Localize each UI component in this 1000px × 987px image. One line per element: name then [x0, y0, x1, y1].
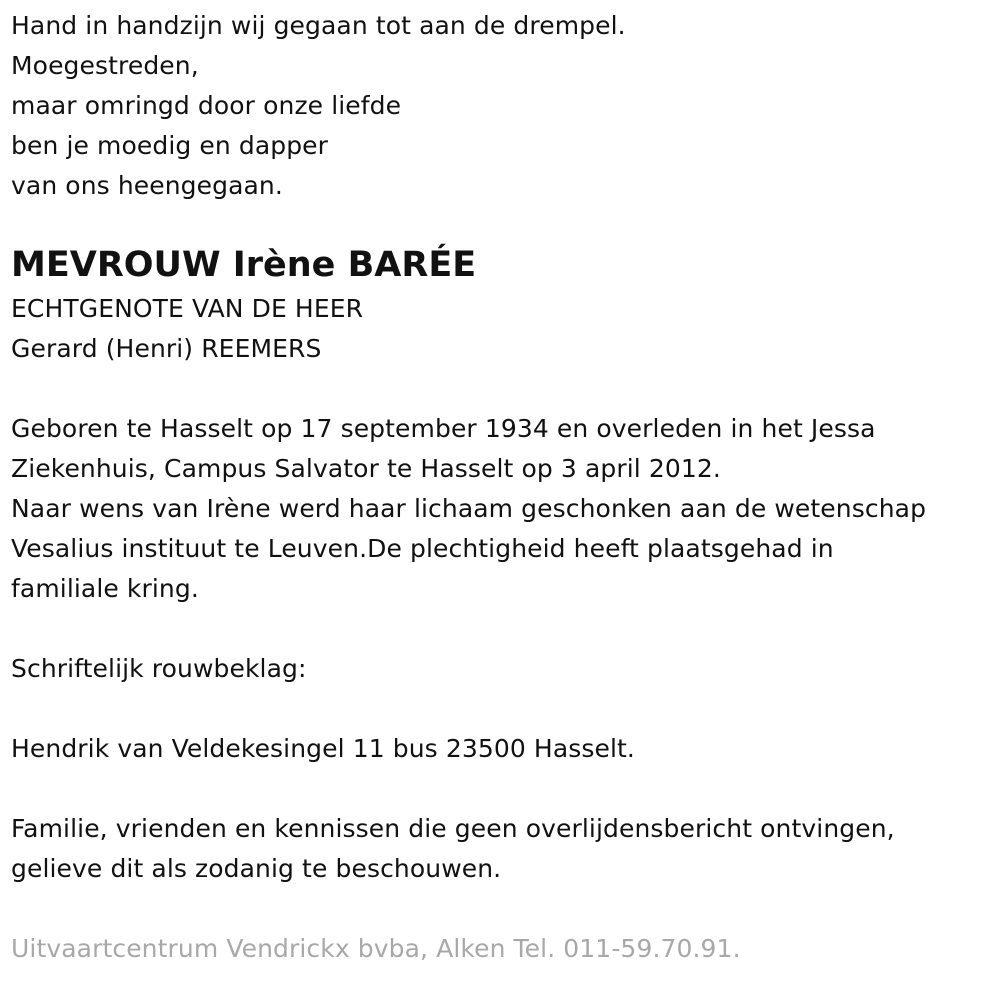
poem-line: Hand in handzijn wij gegaan tot aan de drempel. — [11, 11, 626, 40]
details-line: Vesalius instituut te Leuven.De plechtigheid heeft plaatsgehad in — [11, 534, 834, 563]
condolence-section — [11, 649, 991, 689]
poem-line: Moegestreden, — [11, 51, 199, 80]
details-line: Ziekenhuis, Campus Salvator te Hasselt op 3 april 2012. — [11, 454, 721, 483]
details-line: Geboren te Hasselt op 17 september 1934 en overleden in het Jessa — [11, 414, 876, 443]
condolence-label: Schriftelijk rouwbeklag: — [11, 654, 307, 683]
footer-section — [11, 929, 991, 969]
details-line: Naar wens van Irène werd haar lichaam geschonken aan de wetenschap — [11, 494, 927, 523]
poem-line: maar omringd door onze liefde — [11, 91, 402, 120]
spouse-name: Gerard (Henri) REEMERS — [11, 334, 322, 363]
deceased-name: MEVROUW Irène BARÉE — [11, 245, 477, 285]
poem-line: van ons heengegaan. — [11, 171, 283, 200]
poem-line: ben je moedig en dapper — [11, 131, 329, 160]
condolence-address-section — [11, 729, 991, 769]
obituary-notice — [11, 6, 991, 969]
notice-line: gelieve dit als zodanig te beschouwen. — [11, 854, 502, 883]
details-paragraph — [11, 409, 991, 609]
details-line: familiale kring. — [11, 574, 199, 603]
notice-paragraph — [11, 809, 991, 889]
condolence-address: Hendrik van Veldekesingel 11 bus 23500 Hasselt. — [11, 734, 635, 763]
poem-verse — [11, 6, 991, 206]
funeral-home-footer: Uitvaartcentrum Vendrickx bvba, Alken Tel. 011-59.70.91. — [11, 934, 741, 963]
relation-line: ECHTGENOTE VAN DE HEER — [11, 294, 364, 323]
notice-line: Familie, vrienden en kennissen die geen overlijdensbericht ontvingen, — [11, 814, 895, 843]
